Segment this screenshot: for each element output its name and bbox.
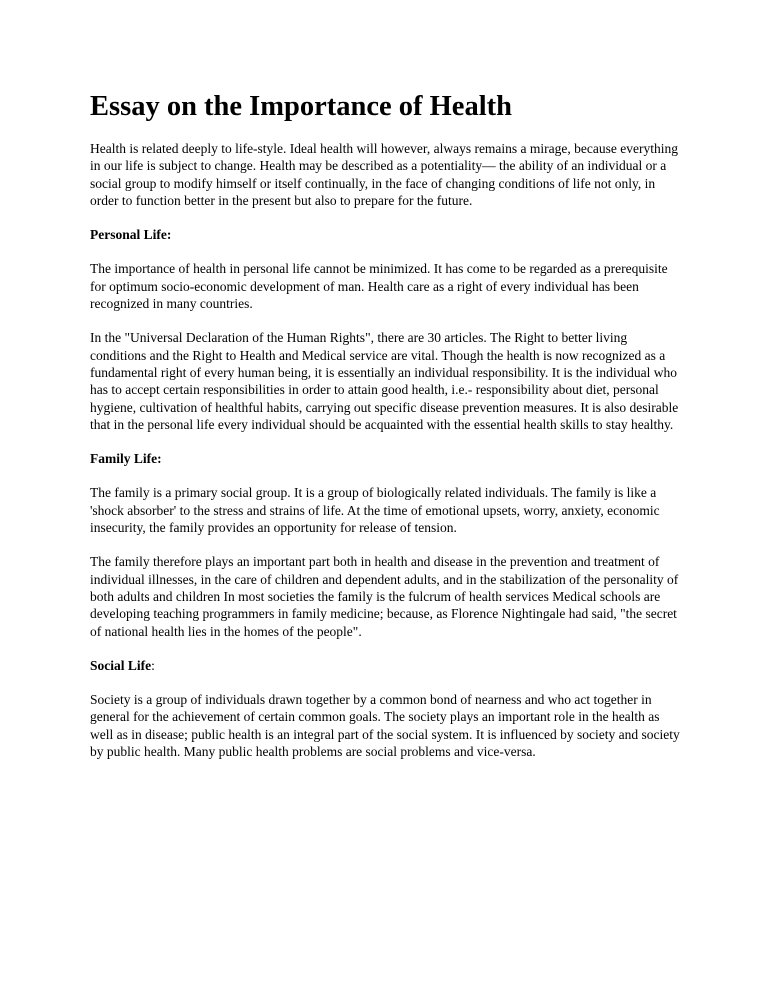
- personal-life-paragraph-2: In the "Universal Declaration of the Human Rights", there are 30 articles. The Right to better living conditions and the Right to Health and Medical service are vital. Though the health is now recognized as a fundamental right of every human being, it is essentially an individual responsibility. It is the individual who has to accept certain responsibilities in order to attain good health, i.e.- responsibility about diet, personal hygiene, cultivation of healthful habits, carrying out specific disease prevention measures. It is also desirable that in the personal life every individual should be acquainted with the essential health skills to stay healthy.: [90, 330, 679, 432]
- document-title: Essay on the Importance of Health: [90, 91, 512, 122]
- family-life-paragraph-1: The family is a primary social group. It is a group of biologically related individuals. The family is like a 'shock absorber' to the stress and strains of life. At the time of emotional upsets, worry, anxiety, economic insecurity, the family provides an opportunity for release of tension.: [90, 485, 660, 536]
- section-heading-text: Social Life: [90, 657, 152, 673]
- social-life-paragraph-1: Society is a group of individuals drawn together by a common bond of nearness and who act together in general for the achievement of certain common goals. The society plays an important role in the health as well as in disease; public health is an integral part of the social system. It is influenced by society and society by public health. Many public health problems are social problems and vice-versa.: [90, 692, 680, 760]
- section-heading-personal-life: [90, 226, 685, 243]
- intro-paragraph: Health is related deeply to life-style. Ideal health will however, always remains a mirage, because everything in our life is subject to change. Health may be described as a potentiality— the ability of an individual or a social group to modify himself or itself continually, in the face of changing conditions of life not only, in order to function better in the present but also to prepare for the future.: [90, 141, 678, 208]
- personal-life-paragraph-1: The importance of health in personal life cannot be minimized. It has come to be regarded as a prerequisite for optimum socio-economic development of man. Health care as a right of every individual has been recognized in many countries.: [90, 261, 668, 312]
- family-life-paragraph-2: The family therefore plays an important part both in health and disease in the prevention and treatment of individual illnesses, in the care of children and dependent adults, and in the stabilization of the personality of both adults and children In most societies the family is the fulcrum of health services Medical schools are developing teaching programmers in family medicine; because, as Florence Nightingale had said, "the secret of national health lies in the homes of the people".: [90, 554, 679, 639]
- section-heading-family-life: [90, 450, 685, 467]
- section-heading-social-life: [90, 657, 685, 674]
- document-page: [90, 88, 685, 777]
- section-heading-text: Personal Life:: [90, 227, 172, 243]
- section-heading-text: Family Life:: [90, 451, 162, 467]
- section-heading-suffix: :: [151, 657, 155, 673]
